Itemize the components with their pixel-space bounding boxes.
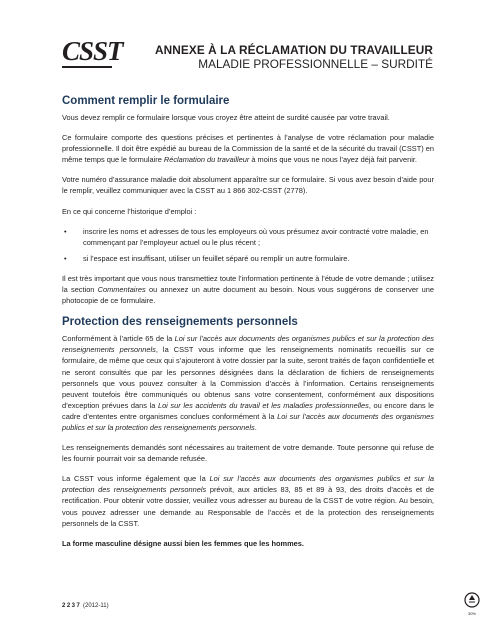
document-header: [155, 43, 433, 71]
form-date: (2012-11): [83, 603, 109, 609]
paragraph: Votre numéro d’assurance maladie doit absolument apparaître sur ce formulaire. Si vous avez besoin d’aide pour le remplir, veuillez communiquer avec la CSST au 1 866 302-CSST (2778).: [62, 175, 434, 196]
logo-underline: [62, 66, 112, 68]
section-title-instructions: Comment remplir le formulaire: [62, 95, 230, 107]
footer: [62, 602, 109, 610]
paragraph: Vous devez remplir ce formulaire lorsque vous croyez être atteint de surdité causée par votre travail.: [62, 113, 390, 122]
paragraph: En ce qui concerne l’historique d’emploi :: [62, 206, 197, 216]
paragraph: Ce formulaire comporte des questions précises et pertinentes à l’analyse de votre réclamation pour maladie professionnelle. Il doit être expédié au bureau de la Commission de la santé et de la sécurité du travail (CSST) en même temps que le formulaire Réclamation du travailleur à moins que vous ne nous l’ayez déjà fait parvenir.: [62, 133, 434, 165]
list-item: • si l’espace est insuffisant, utiliser un feuillet séparé ou remplir un autre formulaire.: [64, 253, 350, 263]
recycled-percentage: 30%: [467, 611, 476, 616]
employment-history-list: [62, 226, 434, 264]
paragraph: Il est très important que vous nous transmettiez toute l’information pertinente à l’étude de votre demande ; utilisez la section Commentaires ou annexez un autre document au besoin. Nous vous suggérons de conserver une photocopie de ce formulaire.: [62, 273, 434, 306]
header-title: ANNEXE À LA RÉCLAMATION DU TRAVAILLEUR: [155, 43, 433, 57]
recycled-paper-icon: [464, 592, 480, 608]
section-title-privacy: Protection des renseignements personnels: [62, 316, 298, 329]
list-item: • inscrire les noms et adresses de tous les employeurs où vous présumez avoir contracté votre maladie, en commençant par l’employeur actuel ou le plus récent ;: [64, 226, 429, 247]
form-code: 2237: [62, 603, 82, 609]
paragraph: Les renseignements demandés sont nécessaires au traitement de votre demande. Toute personne qui refuse de les fournir pourrait voir sa demande refusée.: [62, 443, 434, 464]
csst-logo: CSST: [62, 36, 123, 66]
paragraph: La CSST vous informe également que la Loi sur l’accès aux documents des organismes publics et sur la protection des renseignements personnels prévoit, aux articles 83, 85 et 89 à 93, des droits d’accès et de rectification. Pour obtenir votre dossier, veuillez vous adresser au bureau de la CSST de votre région. Au besoin, vous pouvez adresser une demande au Responsable de l’accès et de la protection des renseignements personnels de la CSST.: [62, 474, 434, 528]
document-body: [62, 94, 434, 558]
header-subtitle: MALADIE PROFESSIONNELLE – SURDITÉ: [198, 57, 433, 71]
gender-note: La forme masculine désigne aussi bien les femmes que les hommes.: [62, 538, 304, 548]
bullet-icon: •: [64, 226, 67, 236]
bullet-icon: •: [64, 253, 67, 263]
paragraph: Conformément à l’article 65 de la Loi sur l’accès aux documents des organismes publics et sur la protection des renseignements personnels, la CSST vous informe que les renseignements nominatifs recueillis sur ce formulaire, de même que ceux qui s’ajouteront à votre dossier par la suite, seront traités de façon confidentielle et ne seront consultés que par les personnes désignées dans la déclaration de fichiers de renseignements personnels que vous pouvez consulter à la Commission d’accès à l’information. Certains renseignements peuvent toutefois être communiqués ou obtenus sans votre consentement, conformément aux dispositions d’exception prévues dans la Loi sur les accidents du travail et les maladies professionnelles, ou encore dans le cadre d’ententes entre organismes conclues conformément à la Loi sur l’accès aux documents des organismes publics et sur la protection des renseignements personnels.: [62, 334, 435, 432]
